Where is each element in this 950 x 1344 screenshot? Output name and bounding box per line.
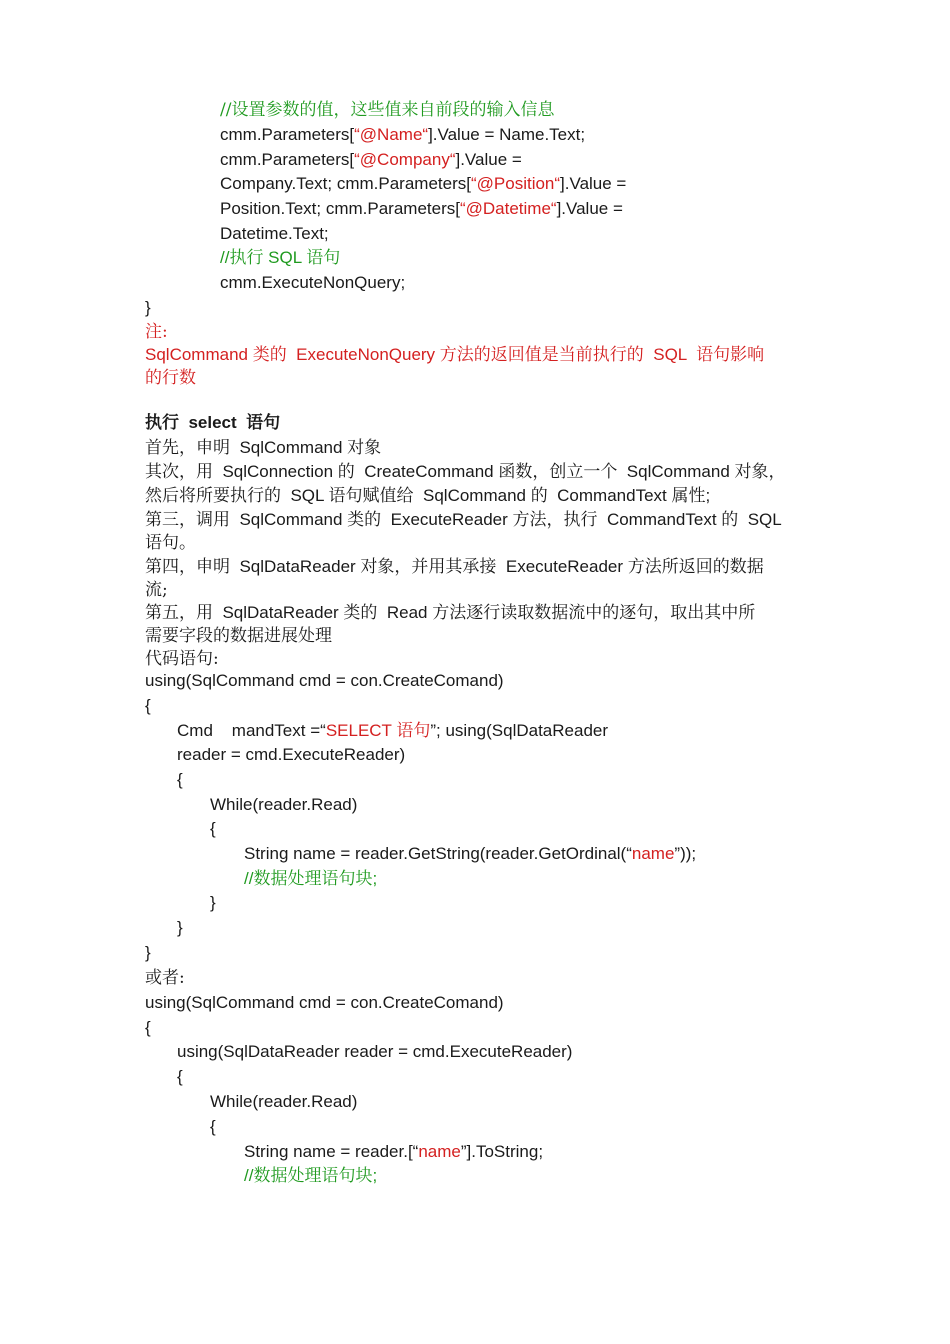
step-3-line-2: 语句。 [145, 533, 196, 553]
code2-open-brace-2: { [177, 1067, 183, 1086]
code-label: 代码语句: [145, 649, 219, 669]
string-literal: SELECT 语句 [325, 721, 431, 740]
code-text: cmm.Parameters[ [220, 125, 355, 144]
code1-open-brace-3: { [210, 819, 216, 838]
code2-tostring-line [244, 1140, 543, 1164]
code-close-brace: } [145, 298, 151, 317]
step-4-line-1: 第四，申明 SqlDataReader 对象，并用其承接 ExecuteReader 方法所返回的数据 [145, 557, 764, 576]
code-text: Position.Text; cmm.Parameters[ [220, 199, 460, 218]
code2-comment-block: //数据处理语句块; [244, 1166, 378, 1185]
string-literal: “@Name“ [354, 125, 429, 144]
code1-using-cmd: using(SqlCommand cmd = con.CreateComand) [145, 671, 504, 690]
step-4-line-2: 流; [145, 580, 168, 600]
code-line-param-name [220, 123, 585, 147]
code1-while-line: While(reader.Read) [210, 795, 358, 814]
code1-reader-line: reader = cmd.ExecuteReader) [177, 745, 406, 764]
code-text: ”].ToString; [460, 1142, 544, 1161]
step-5-line-2: 需要字段的数据进展处理 [145, 626, 332, 646]
section-heading: 执行 select 语句 [145, 413, 281, 432]
code-line-param-company [220, 148, 522, 172]
code-text: ].Value = Name.Text; [428, 125, 586, 144]
code-text: String name = reader.[“ [244, 1142, 419, 1161]
code-text: ].Value = [560, 174, 627, 193]
code2-open-brace-3: { [210, 1117, 216, 1136]
string-literal: “@Datetime“ [459, 199, 557, 218]
note-line-2: 的行数 [145, 368, 196, 388]
code-text: String name = reader.GetString(reader.GetOrdinal(“ [244, 844, 632, 863]
code-text: ].Value = [455, 150, 522, 169]
or-label: 或者: [145, 968, 185, 988]
string-literal: “@Position“ [470, 174, 561, 193]
code1-open-brace-2: { [177, 770, 183, 789]
code1-close-brace-2: } [177, 918, 183, 937]
string-literal: name [418, 1142, 461, 1161]
code1-getstring-line [244, 842, 696, 866]
code2-using-cmd: using(SqlCommand cmd = con.CreateComand) [145, 993, 504, 1012]
code-text: ”; using(SqlDataReader [430, 721, 609, 740]
code1-close-brace-1: } [145, 943, 151, 962]
step-2-line-2: 然后将所要执行的 SQL 语句赋值给 SqlCommand 的 CommandText 属性; [145, 486, 711, 505]
step-3-line-1: 第三，调用 SqlCommand 类的 ExecuteReader 方法，执行 CommandText 的 SQL [145, 510, 782, 529]
step-2-line-1: 其次，用 SqlConnection 的 CreateCommand 函数，创立一个 SqlCommand 对象， [145, 462, 786, 481]
code-line-param-position [220, 172, 626, 196]
code1-close-brace-3: } [210, 893, 216, 912]
note-label: 注: [145, 322, 168, 342]
comment-exec-sql: //执行 SQL 语句 [220, 248, 341, 267]
code2-using-reader: using(SqlDataReader reader = cmd.ExecuteReader) [177, 1042, 573, 1061]
code1-cmdtext-line [177, 719, 608, 743]
code-text: cmm.Parameters[ [220, 150, 355, 169]
string-literal: “@Company“ [354, 150, 456, 169]
code1-comment-block: //数据处理语句块; [244, 869, 378, 888]
code-line-exec-nonquery: cmm.ExecuteNonQuery; [220, 273, 406, 292]
code1-open-brace: { [145, 696, 151, 715]
code-text: Cmd mandText =“ [177, 721, 326, 740]
step-1: 首先，申明 SqlCommand 对象 [145, 438, 382, 457]
note-line-1: SqlCommand 类的 ExecuteNonQuery 方法的返回值是当前执行的 SQL 语句影响 [145, 345, 765, 364]
code-text: Company.Text; cmm.Parameters[ [220, 174, 471, 193]
string-literal: name [631, 844, 675, 863]
code2-open-brace: { [145, 1018, 151, 1037]
code-text: ].Value = [556, 199, 623, 218]
code-line-param-datetime [220, 197, 623, 221]
step-5-line-1: 第五，用 SqlDataReader 类的 Read 方法逐行读取数据流中的逐句，取出其中所 [145, 603, 756, 622]
code-line-datetime-text: Datetime.Text; [220, 224, 329, 243]
comment-set-params: //设置参数的值，这些值来自前段的输入信息 [220, 100, 555, 120]
code-text: ”)); [674, 844, 697, 863]
code2-while-line: While(reader.Read) [210, 1092, 358, 1111]
